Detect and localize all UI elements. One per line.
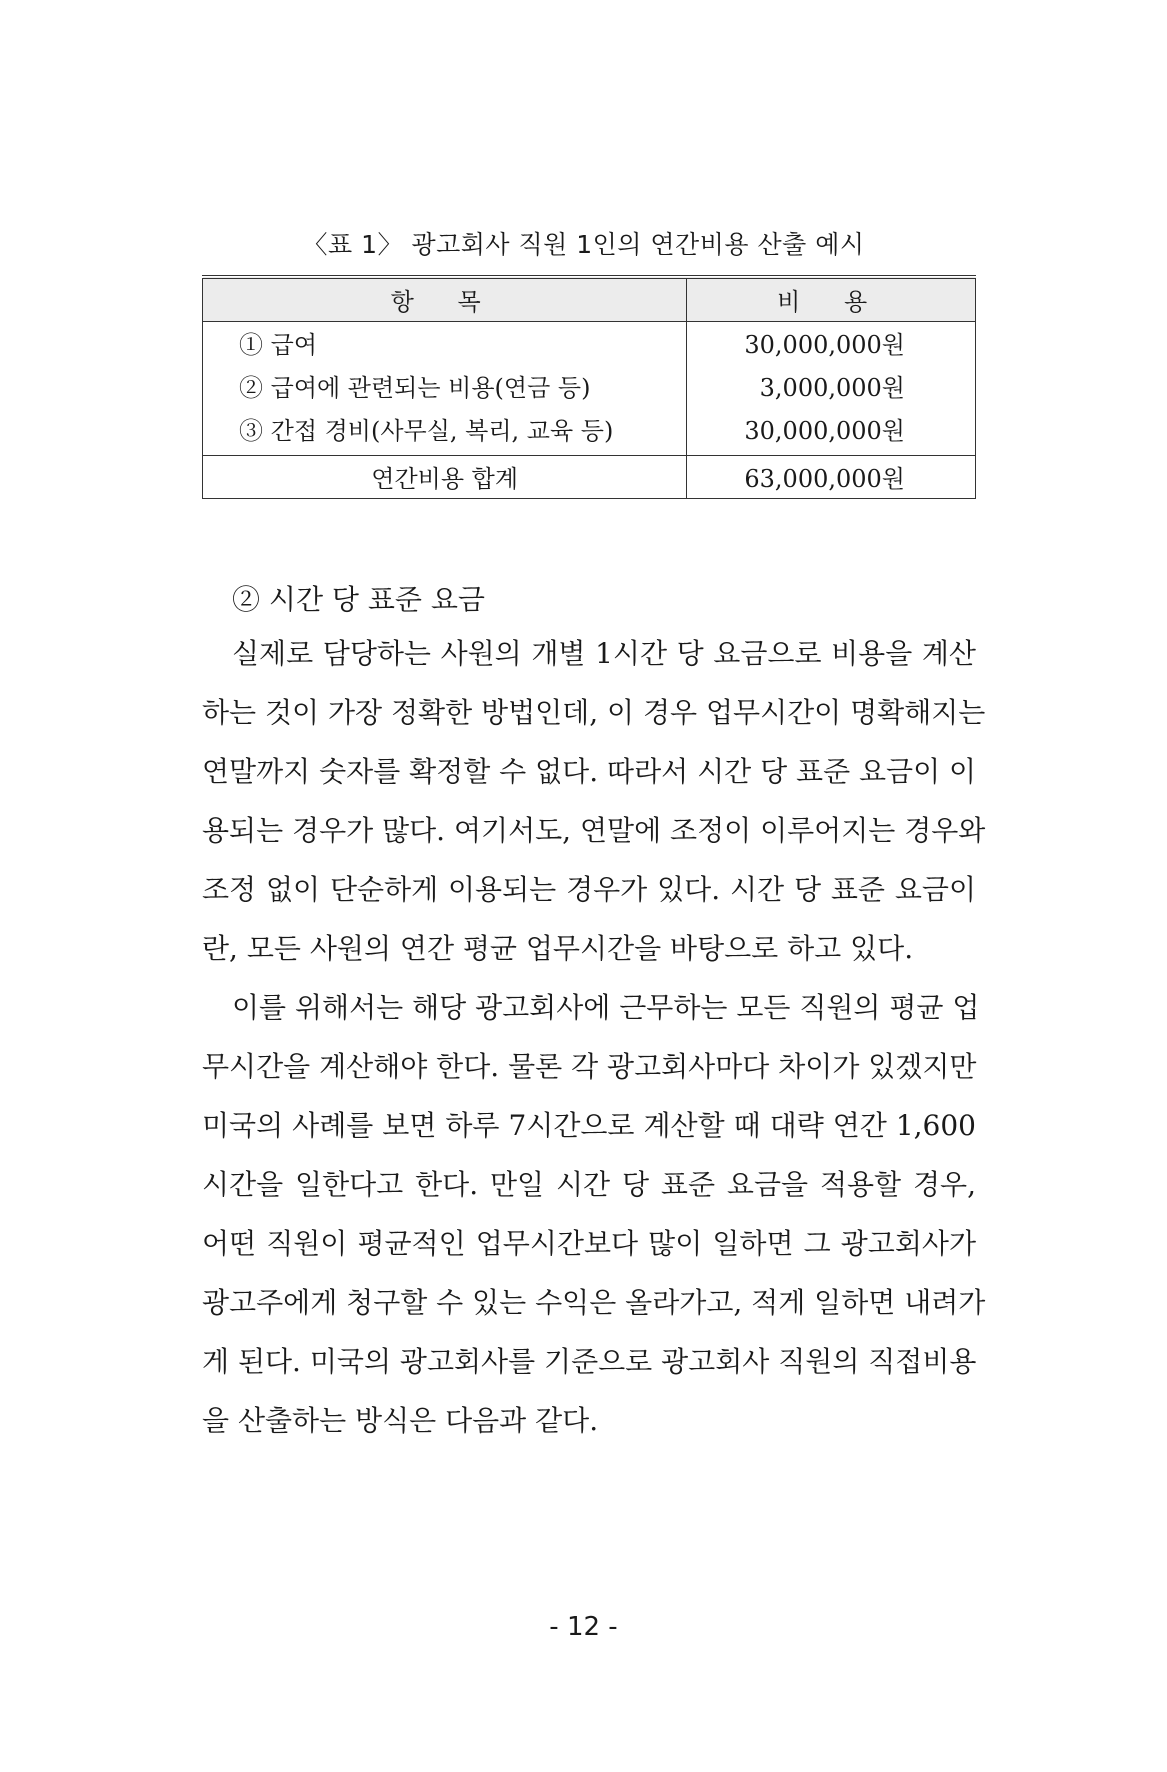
- header-cost: 비 용: [687, 277, 976, 321]
- page-number: - 12 -: [549, 1612, 618, 1642]
- paragraph-line: 어떤 직원이 평균적인 업무시간보다 많이 일하면 그 광고회사가: [202, 1227, 976, 1260]
- paragraph-line: 이를 위해서는 해당 광고회사에 근무하는 모든 직원의 평균 업: [232, 991, 980, 1024]
- cost-salary: 30,000,000원: [744, 330, 905, 359]
- section-heading: ② 시간 당 표준 요금: [232, 583, 485, 616]
- cost-salary-related: 3,000,000원: [759, 373, 905, 402]
- costs-cell: [687, 321, 976, 455]
- paragraph-line: 시간을 일한다고 한다. 만일 시간 당 표준 요금을 적용할 경우,: [202, 1168, 976, 1201]
- paragraph-line: 게 된다. 미국의 광고회사를 기준으로 광고회사 직원의 직접비용: [202, 1345, 977, 1378]
- paragraph-line: 하는 것이 가장 정확한 방법인데, 이 경우 업무시간이 명확해지는: [202, 696, 986, 729]
- paragraph-line: 용되는 경우가 많다. 여기서도, 연말에 조정이 이루어지는 경우와: [202, 814, 986, 847]
- paragraph-1: [202, 624, 986, 978]
- paragraph-line: 실제로 담당하는 사원의 개별 1시간 당 요금으로 비용을 계산: [232, 637, 976, 670]
- cost-indirect-expense: 30,000,000원: [744, 416, 905, 445]
- items-cell: [203, 321, 687, 455]
- table-total-row: [203, 455, 976, 498]
- item-salary: ① 급여: [239, 330, 317, 359]
- paragraph-line: 광고주에게 청구할 수 있는 수익은 올라가고, 적게 일하면 내려가: [202, 1286, 986, 1319]
- paragraph-line: 미국의 사례를 보면 하루 7시간으로 계산할 때 대략 연간 1,600: [202, 1109, 976, 1142]
- table-caption: 〈표 1〉 광고회사 직원 1인의 연간비용 산출 예시: [302, 230, 865, 259]
- cost-table: [202, 275, 976, 499]
- paragraph-line: 연말까지 숫자를 확정할 수 없다. 따라서 시간 당 표준 요금이 이: [202, 755, 977, 788]
- paragraph-line: 무시간을 계산해야 한다. 물론 각 광고회사마다 차이가 있겠지만: [202, 1050, 977, 1083]
- total-value: 63,000,000원: [687, 455, 976, 498]
- item-indirect-expense: ③ 간접 경비(사무실, 복리, 교육 등): [239, 416, 614, 445]
- total-label: 연간비용 합계: [203, 455, 687, 498]
- paragraph-line: 조정 없이 단순하게 이용되는 경우가 있다. 시간 당 표준 요금이: [202, 873, 976, 906]
- header-item: 항 목: [203, 277, 687, 321]
- table-header-row: [203, 277, 976, 321]
- item-salary-related: ② 급여에 관련되는 비용(연금 등): [239, 373, 591, 402]
- paragraph-line: 을 산출하는 방식은 다음과 같다.: [202, 1404, 599, 1437]
- paragraph-2: [202, 978, 986, 1450]
- paragraph-line: 란, 모든 사원의 연간 평균 업무시간을 바탕으로 하고 있다.: [202, 932, 914, 965]
- table-items-row: [203, 321, 976, 455]
